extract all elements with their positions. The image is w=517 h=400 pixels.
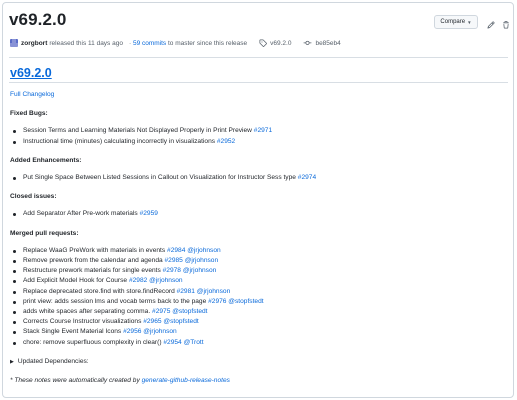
issue-link[interactable]: #2959 xyxy=(139,210,158,218)
item-text: Session Terms and Learning Materials Not Displayed Properly in Print Preview xyxy=(23,127,252,135)
footer-text: * These notes were automatically created by xyxy=(10,377,140,385)
list-item xyxy=(10,126,505,136)
item-text: print view: adds session lms and vocab terms back to the page xyxy=(23,297,207,305)
release-heading-link[interactable]: v69.2.0 xyxy=(10,66,52,80)
user-link[interactable]: @stopfstedt xyxy=(163,318,199,326)
pr-link[interactable]: #2976 xyxy=(208,297,227,305)
generator-link[interactable]: generate-github-release-notes xyxy=(141,377,230,385)
list-item xyxy=(10,246,505,256)
pr-link[interactable]: #2978 xyxy=(162,267,181,275)
list-item xyxy=(10,287,505,297)
commit-icon xyxy=(303,39,312,47)
compare-button[interactable] xyxy=(434,15,478,29)
issue-link[interactable]: #2952 xyxy=(216,137,236,145)
user-link[interactable]: @jrjohnson xyxy=(187,246,221,254)
pr-link[interactable]: #2954 xyxy=(163,338,182,346)
section-heading: Merged pull requests: xyxy=(10,229,79,237)
issue-link[interactable]: #2971 xyxy=(253,127,273,135)
pr-link[interactable]: #2982 xyxy=(128,277,148,285)
commit-hash-link[interactable]: be85eb4 xyxy=(315,39,341,47)
issue-link[interactable]: #2974 xyxy=(297,174,317,182)
pr-link[interactable]: #2956 xyxy=(123,328,142,336)
header-divider xyxy=(9,57,508,58)
fixed-bugs-list xyxy=(10,126,505,146)
pr-link[interactable]: #2981 xyxy=(176,287,195,295)
release-meta xyxy=(10,38,341,48)
item-text: Restructure prework materials for single events xyxy=(23,267,161,275)
details-summary: Updated Dependencies: xyxy=(17,357,89,365)
author-link[interactable]: zorgbort xyxy=(21,39,48,47)
updated-dependencies-toggle[interactable] xyxy=(10,357,505,367)
pr-link[interactable]: #2965 xyxy=(143,318,162,326)
user-link[interactable]: @Trott xyxy=(183,338,204,346)
user-link[interactable]: @jrjohnson xyxy=(196,287,231,295)
user-link[interactable]: @jrjohnson xyxy=(184,257,219,265)
item-text: chore: remove superfluous complexity in clear() xyxy=(23,338,162,346)
list-item xyxy=(10,266,505,276)
tag-icon xyxy=(259,39,267,47)
avatar[interactable] xyxy=(10,39,18,47)
release-notes xyxy=(10,90,505,386)
list-item xyxy=(10,307,505,317)
trash-icon[interactable] xyxy=(502,16,510,34)
user-link[interactable]: @stopfstedt xyxy=(172,308,208,316)
list-item xyxy=(10,209,505,219)
user-link[interactable]: @stopfstedt xyxy=(228,297,264,305)
item-text: Stack Single Event Material Icons xyxy=(23,328,122,336)
caret-down-icon: ▼ xyxy=(467,19,472,25)
item-text: Remove prework from the calendar and agenda xyxy=(23,257,163,265)
bullet-separator: · xyxy=(128,39,133,47)
full-changelog-link[interactable]: Full Changelog xyxy=(10,91,55,98)
item-text: Add Separator After Pre-work materials xyxy=(23,210,138,218)
pr-link[interactable]: #2984 xyxy=(167,246,186,254)
list-item xyxy=(10,173,505,183)
pencil-icon[interactable] xyxy=(487,16,495,34)
list-item xyxy=(10,297,505,307)
item-text: Put Single Space Between Listed Sessions in Callout on Visualization for Instructor Sess type xyxy=(23,174,296,182)
pr-link[interactable]: #2985 xyxy=(164,257,183,265)
item-text: Corrects Course Instructor visualizations xyxy=(23,318,142,326)
commits-suffix: to master since this release xyxy=(168,39,248,47)
merged-prs-list xyxy=(10,246,505,348)
pr-link[interactable]: #2975 xyxy=(152,308,171,316)
user-link[interactable]: @jrjohnson xyxy=(143,328,177,336)
item-text: Replace deprecated store.find with store.findRecord xyxy=(23,287,175,295)
user-link[interactable]: @jrjohnson xyxy=(149,277,183,285)
page-title: v69.2.0 xyxy=(9,10,67,29)
list-item xyxy=(10,276,505,286)
heading-divider xyxy=(9,82,508,83)
list-item xyxy=(10,317,505,327)
compare-label: Compare xyxy=(440,19,466,25)
commits-link[interactable]: 59 commits xyxy=(132,39,167,47)
list-item xyxy=(10,256,505,266)
closed-issues-list xyxy=(10,209,505,219)
section-heading: Fixed Bugs: xyxy=(10,110,48,118)
tag-link[interactable]: v69.2.0 xyxy=(270,39,292,47)
released-text: released this 11 days ago xyxy=(49,39,123,47)
section-heading: Added Enhancements: xyxy=(10,156,82,164)
item-text: Replace WaaG PreWork with materials in events xyxy=(23,246,166,254)
list-item xyxy=(10,338,505,348)
item-text: Instructional time (minutes) calculating incorrectly in visualizations xyxy=(23,137,216,145)
enhancements-list xyxy=(10,173,505,183)
item-text: adds white spaces after separating comma. xyxy=(23,308,151,316)
user-link[interactable]: @jrjohnson xyxy=(182,267,217,275)
list-item xyxy=(10,137,505,147)
section-heading: Closed issues: xyxy=(10,193,57,201)
disclosure-triangle-icon: ▶ xyxy=(10,358,14,365)
list-item xyxy=(10,327,505,337)
release-footer xyxy=(10,376,505,386)
item-text: Add Explicit Model Hook for Course xyxy=(23,277,128,285)
